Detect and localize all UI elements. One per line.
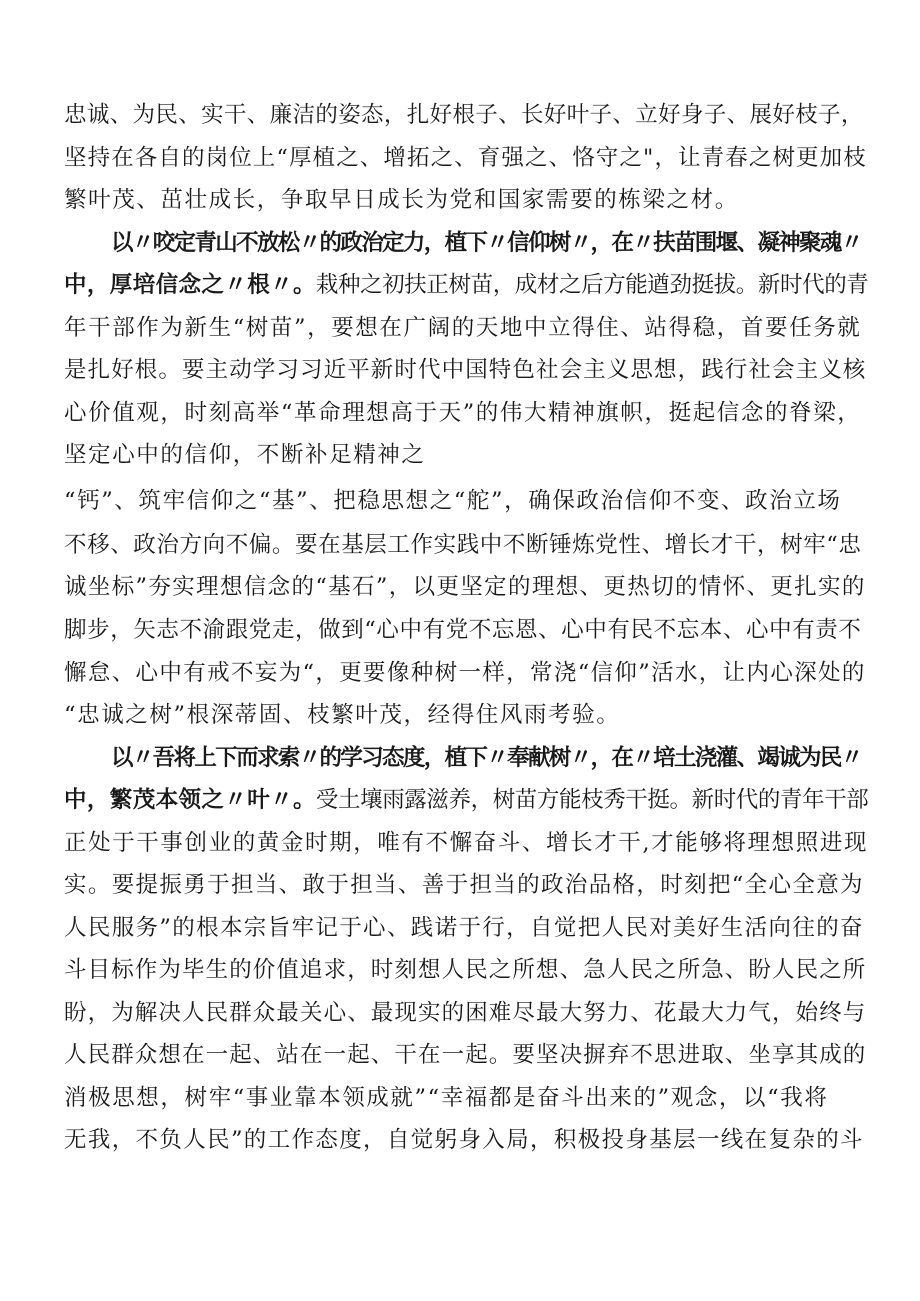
text-line: 不移、政治方向不偏。要在基层工作实践中不断锤炼党性、增长才干，树牢“忠 [64,532,862,558]
section-heading-end: 中，繁茂本领之〃叶〃。 [64,787,316,813]
text-line [64,270,868,300]
text-line: 坚定心中的信仰，不断补足精神之 [64,442,426,468]
text-line: 心价值观，时刻高举“革命理想高于天”的伟大精神旗帜，挺起信念的脊梁， [64,400,862,426]
text-line: 正处于干事创业的黄金时期，唯有不懈奋斗、增长才干,才能够将理想照进现 [64,830,869,856]
text-line: 诚坐标”夯实理想信念的“基石”，以更坚定的理想、更热切的情怀、更扎实的 [64,574,866,600]
text-line: 人民服务”的根本宗旨牢记于心、践诺于行，自觉把人民对美好生活向往的奋 [64,915,864,941]
text-line: 人民群众想在一起、站在一起、干在一起。要坚决摒弃不思进取、坐享其成的 [64,1042,867,1068]
text-line: 繁叶茂、茁壮成长，争取早日成长为党和国家需要的栋梁之材。 [64,187,739,213]
text-line: 实。要提振勇于担当、敢于担当、善于担当的政治品格，时刻把“全心全意为 [64,872,864,898]
text-line [64,785,868,815]
text-line: 年干部作为新生“树苗”，要想在广阔的天地中立得住、站得稳，首要任务就 [64,315,862,341]
text-line: 坚持在各自的岗位上“厚植之、增拓之、育强之、恪守之"，让青春之树更加枝 [64,145,867,171]
text-line: “忠诚之树”根深蒂固、枝繁叶茂，经得住风雨考验。 [64,702,621,728]
text-line: “钙”、筑牢信仰之“基”、把稳思想之“舵”，确保政治信仰不变、政治立场 [64,488,842,514]
text-line: 盼，为解决人民群众最关心、最现实的困难尽最大努力、花最大力气，始终与 [64,1000,867,1026]
text-line: 无我，不负人民”的工作态度，自觉躬身入局，积极投身基层一线在复杂的斗 [64,1127,864,1153]
text-line: 脚步，矢志不渝跟党走，做到“心中有党不忘恩、心中有民不忘本、心中有责不 [64,617,862,643]
section-heading-end: 中，厚培信念之〃根〃。 [64,272,316,298]
text-line: 是扎好根。要主动学习习近平新时代中国特色社会主义思想，践行社会主义核 [64,357,867,383]
text-line: 斗目标作为毕生的价值追求，时刻想人民之所想、急人民之所急、盼人民之所 [64,957,867,983]
text-line: 消极思想，树牢“事业靠本领成就”“幸福都是奋斗出来的”观念，以“我将 [64,1085,829,1111]
text-line-rest: 受土壤雨露滋养，树苗方能枝秀干挺。新时代的青年干部 [315,787,869,813]
text-line-rest: 栽种之初扶正树苗，成材之后方能遒劲挺拔。新时代的青 [315,272,869,298]
text-line: 懈怠、心中有戒不妄为“，更要像种树一样，常浇“信仰”活水，让内心深处的 [64,660,866,686]
text-line: 忠诚、为民、实干、廉洁的姿态，扎好根子、长好叶子、立好身子、展好枝子， [64,102,864,128]
section-heading: 以〃咬定青山不放松〃的政治定力，植下〃信仰树〃，在〃扶苗围堰、凝神聚魂〃 [111,230,862,256]
section-heading: 以〃吾将上下而求索〃的学习态度，植下〃奉献树〃，在〃培土浇灌、竭诚为民〃 [111,745,862,771]
